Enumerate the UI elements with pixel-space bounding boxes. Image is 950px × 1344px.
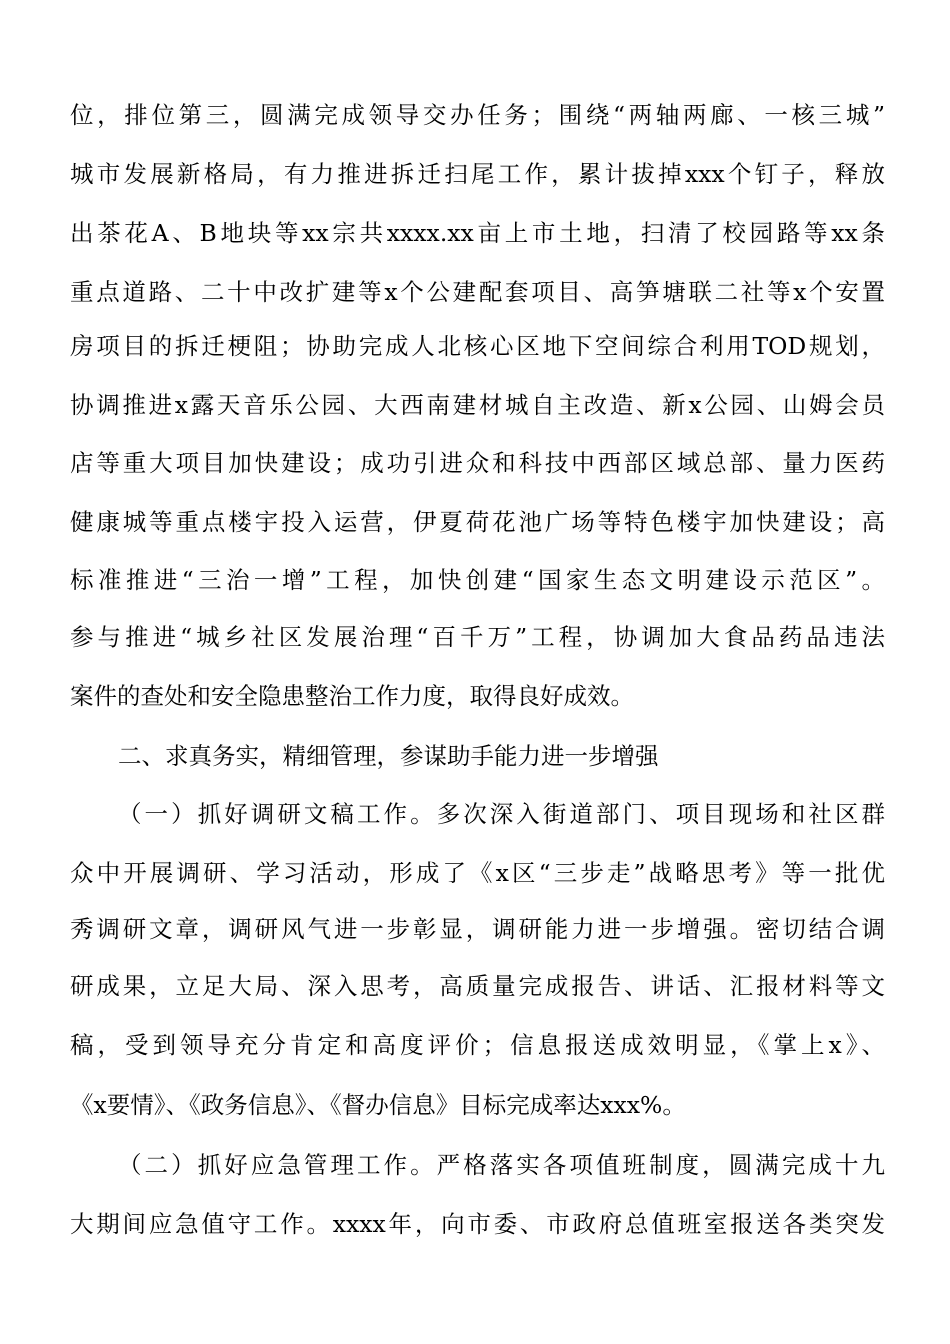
text-line: 健康城等重点楼宇投入运营，伊夏荷花池广场等特色楼宇加快建设；高 — [70, 508, 885, 536]
text-line: 标准推进“三治一增”工程，加快创建“国家生态文明建设示范区”。 — [70, 566, 885, 594]
text-line: 研成果，立足大局、深入思考，高质量完成报告、讲话、汇报材料等文 — [70, 972, 885, 1000]
text-line: 案件的查处和安全隐患整治工作力度，取得良好成效。 — [70, 682, 634, 710]
text-line: 出茶花A、B地块等xx宗共xxxx.xx亩上市土地，扫清了校园路等xx条 — [70, 219, 885, 247]
text-line: 重点道路、二十中改扩建等x个公建配套项目、高笋塘联二社等x个安置 — [70, 278, 885, 306]
text-line: 大期间应急值守工作。xxxx年，向市委、市政府总值班室报送各类突发 — [70, 1210, 885, 1238]
text-line: 《x要情》、《政务信息》、《督办信息》目标完成率达xxx%。 — [70, 1091, 686, 1119]
text-line: （二）抓好应急管理工作。严格落实各项值班制度，圆满完成十九 — [118, 1151, 885, 1179]
text-line: 稿，受到领导充分肯定和高度评价；信息报送成效明显，《掌上x》、 — [70, 1031, 885, 1059]
text-line: 店等重大项目加快建设；成功引进众和科技中西部区域总部、量力医药 — [70, 449, 885, 477]
text-line: 秀调研文章，调研风气进一步彰显，调研能力进一步增强。密切结合调 — [70, 915, 885, 943]
text-line: 参与推进“城乡社区发展治理“百千万”工程，协调加大食品药品违法 — [70, 623, 885, 651]
text-line: 城市发展新格局，有力推进拆迁扫尾工作，累计拔掉xxx个钉子，释放 — [70, 160, 885, 188]
text-line: 房项目的拆迁梗阻；协助完成人北核心区地下空间综合利用TOD规划， — [70, 332, 885, 360]
text-line: （一）抓好调研文稿工作。多次深入街道部门、项目现场和社区群 — [118, 800, 885, 828]
section-heading: 二、求真务实，精细管理，参谋助手能力进一步增强 — [118, 742, 659, 770]
text-line: 位，排位第三，圆满完成领导交办任务；围绕“两轴两廊、一核三城” — [70, 101, 885, 129]
text-line: 协调推进x露天音乐公园、大西南建材城自主改造、新x公园、山姆会员 — [70, 391, 885, 419]
text-line: 众中开展调研、学习活动，形成了《x区“三步走”战略思考》等一批优 — [70, 859, 885, 887]
